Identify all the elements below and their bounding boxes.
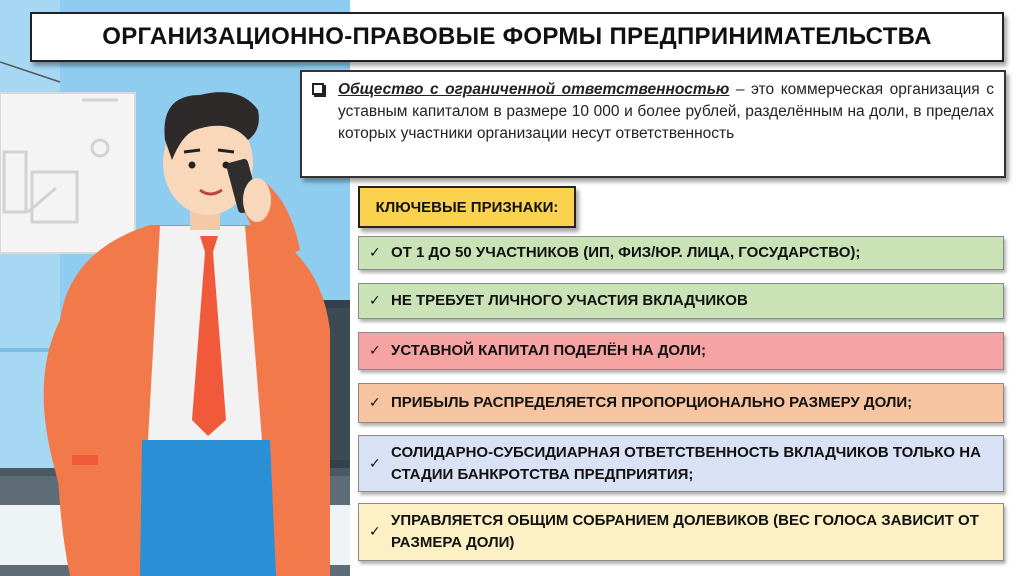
check-icon: ✓: [369, 343, 381, 359]
check-icon: ✓: [369, 245, 381, 261]
feature-text: НЕ ТРЕБУЕТ ЛИЧНОГО УЧАСТИЯ ВКЛАДЧИКОВ: [391, 292, 748, 309]
definition-box: [300, 70, 1006, 178]
check-icon: ✓: [369, 293, 381, 309]
check-icon: ✓: [369, 524, 381, 540]
feature-item-3: [358, 332, 1004, 370]
feature-text: УПРАВЛЯЕТСЯ ОБЩИМ СОБРАНИЕМ ДОЛЕВИКОВ (ВЕС ГОЛОСА ЗАВИСИТ ОТ РАЗМЕРА ДОЛИ): [391, 512, 979, 551]
feature-text: СОЛИДАРНО-СУБСИДИАРНАЯ ОТВЕТСТВЕННОСТЬ ВКЛАДЧИКОВ ТОЛЬКО НА СТАДИИ БАНКРОТСТВА ПРЕДПРИЯТИЯ;: [391, 443, 981, 483]
check-icon: ✓: [369, 455, 381, 472]
page-title: ОРГАНИЗАЦИОННО-ПРАВОВЫЕ ФОРМЫ ПРЕДПРИНИМАТЕЛЬСТВА: [102, 23, 932, 50]
feature-item-5: [358, 435, 1004, 492]
feature-item-4: [358, 383, 1004, 423]
feature-item-2: [358, 283, 1004, 319]
feature-item-1: [358, 236, 1004, 270]
feature-text: УСТАВНОЙ КАПИТАЛ ПОДЕЛЁН НА ДОЛИ;: [391, 342, 707, 359]
businessman-illustration: [0, 0, 350, 576]
feature-item-6: [358, 503, 1004, 561]
feature-text: ОТ 1 ДО 50 УЧАСТНИКОВ (ИП, ФИЗ/ЮР. ЛИЦА, ГОСУДАРСТВО);: [391, 244, 861, 261]
key-features-label: КЛЮЧЕВЫЕ ПРИЗНАКИ:: [358, 186, 576, 228]
square-bullet-icon: [312, 83, 324, 95]
check-icon: ✓: [369, 395, 381, 411]
definition-term: Общество с ограниченной ответственностью: [338, 81, 730, 98]
title-box: [30, 12, 1004, 62]
feature-text: ПРИБЫЛЬ РАСПРЕДЕЛЯЕТСЯ ПРОПОРЦИОНАЛЬНО РАЗМЕРУ ДОЛИ;: [391, 394, 913, 411]
definition-text: – это коммерческая организация с уставным капиталом в размере 10 000 и более рублей, разделённым на доли, в пределах которых участники организации несут ответственность: [338, 81, 994, 142]
